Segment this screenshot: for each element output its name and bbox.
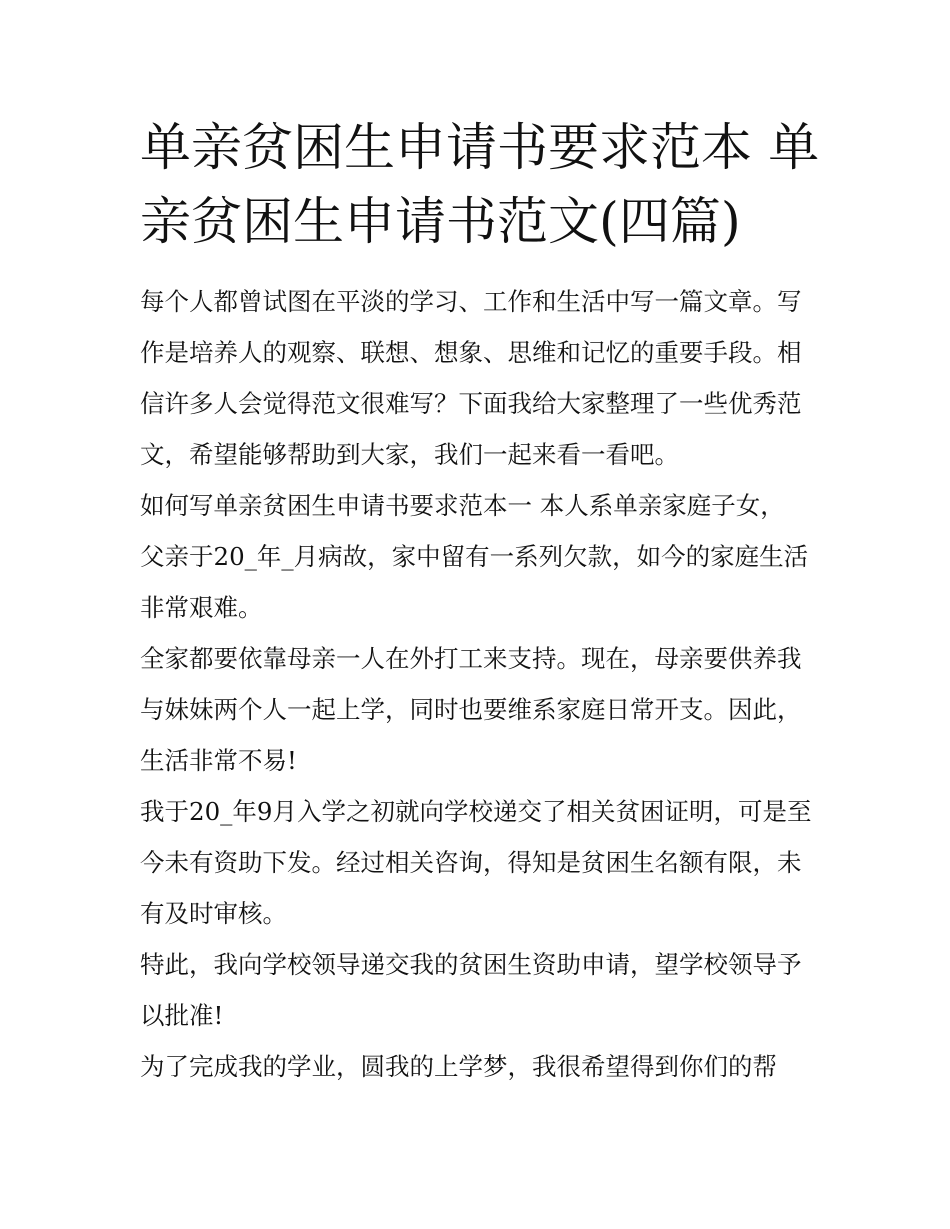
document-body: [140, 276, 816, 1092]
paragraph-father: 父亲于20_年_月病故，家中留有一系列欠款，如今的家庭生活非常艰难。: [140, 542, 809, 622]
paragraph-hope: 为了完成我的学业，圆我的上学梦，我很希望得到你们的帮: [140, 1052, 777, 1081]
document-title: 单亲贫困生申请书要求范本 单亲贫困生申请书范文(四篇): [140, 119, 820, 252]
paragraph-enrollment: 我于20_年9月入学之初就向学校递交了相关贫困证明，可是至今未有资助下发。经过相关咨询，得知是贫困生名额有限，未有及时审核。: [140, 797, 812, 928]
paragraph-intro: 每个人都曾试图在平淡的学习、工作和生活中写一篇文章。写作是培养人的观察、联想、想象、思维和记忆的重要手段。相信许多人会觉得范文很难写？下面我给大家整理了一些优秀范文，希望能够帮助到大家，我们一起来看一看吧。: [140, 287, 802, 469]
paragraph-request: 特此，我向学校领导递交我的贫困生资助申请，望学校领导予以批准!: [140, 950, 802, 1030]
paragraph-family: 全家都要依靠母亲一人在外打工来支持。现在，母亲要供养我与妹妹两个人一起上学，同时也要维系家庭日常开支。因此，生活非常不易!: [140, 644, 802, 775]
paragraph-sample-heading: 如何写单亲贫困生申请书要求范本一 本人系单亲家庭子女，: [140, 491, 785, 520]
